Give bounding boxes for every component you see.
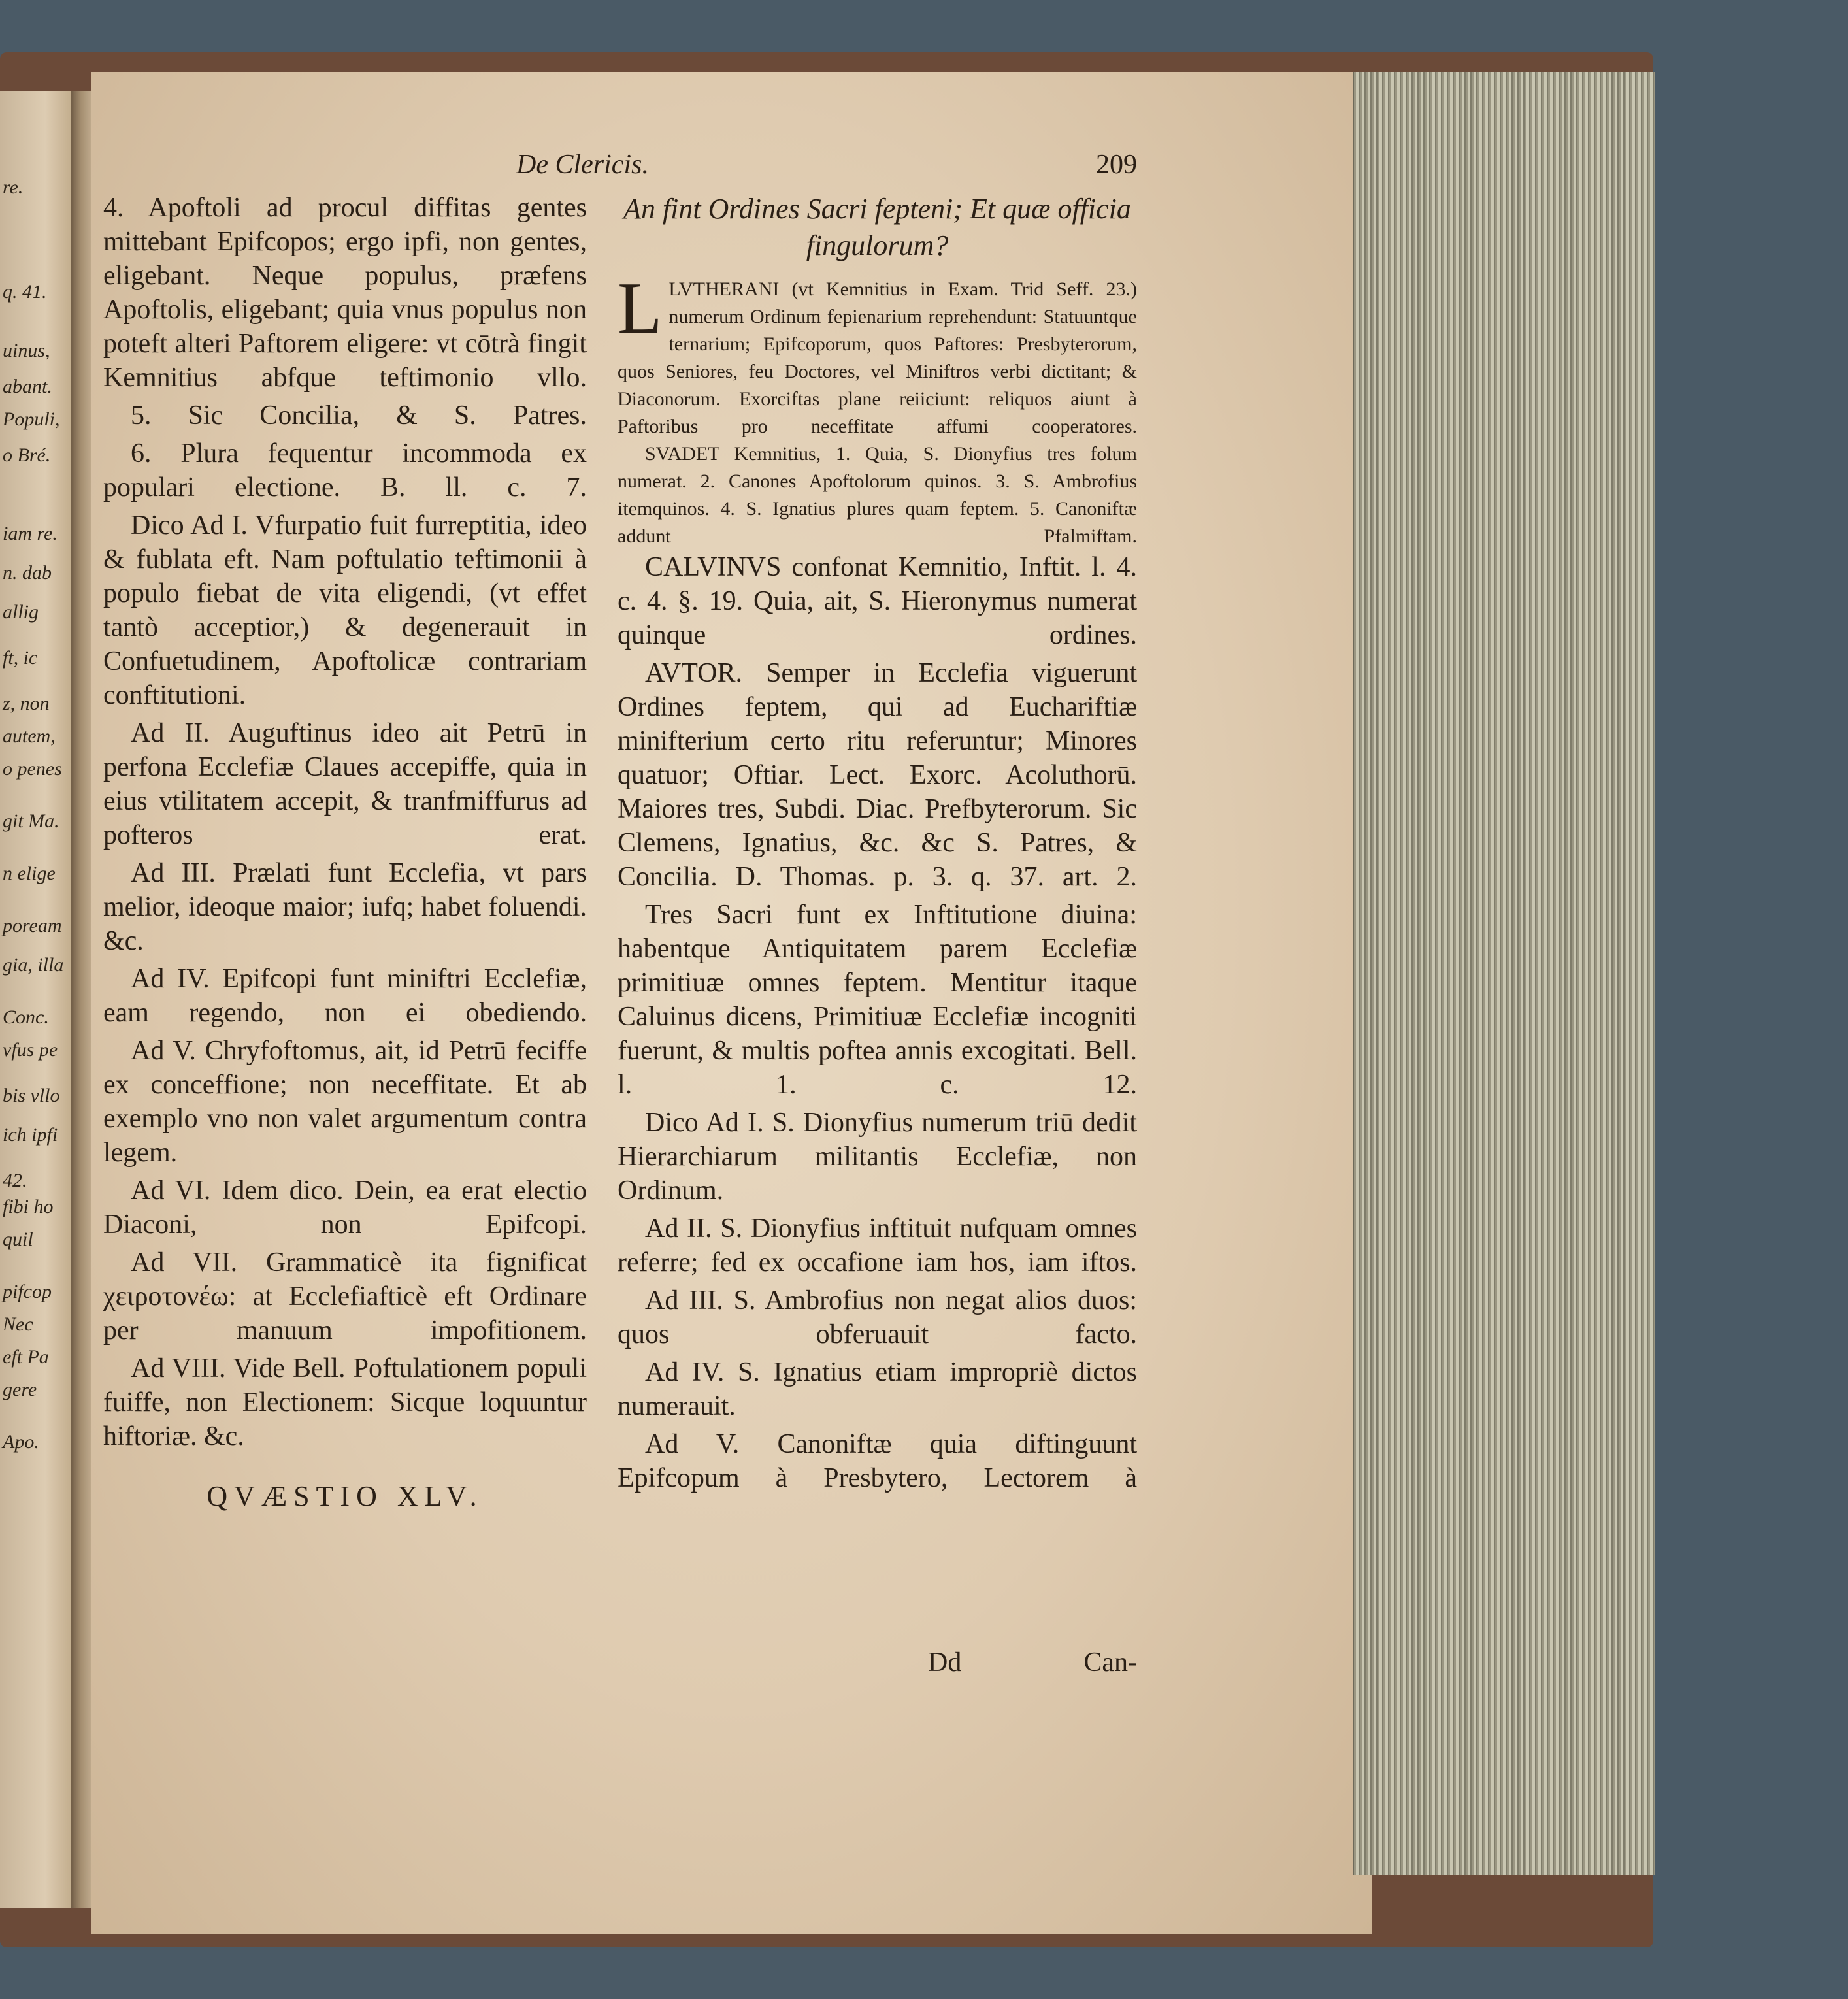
catchword: Can- — [1083, 1647, 1137, 1677]
left-column — [103, 191, 587, 1513]
margin-fragment: o penes — [3, 758, 62, 780]
margin-fragment: Apo. — [3, 1431, 39, 1453]
margin-fragment: Populi, — [3, 408, 60, 430]
paragraph: CALVINVS confonat Kemnitio, Inftit. l. 4. c. 4. §. 19. Quia, ait, S. Hieronymus numerat quinque ordines. — [618, 552, 1137, 650]
margin-fragment: o Bré. — [3, 444, 51, 466]
margin-fragment: 42. — [3, 1170, 27, 1191]
margin-fragment: Nec — [3, 1313, 33, 1335]
margin-fragment: pifcop — [3, 1281, 52, 1302]
margin-fragment: re. — [3, 176, 24, 198]
paragraph: Ad VI. Idem dico. Dein, ea erat electio Diaconi, non Epifcopi. — [103, 1176, 587, 1240]
paragraph: Ad III. S. Ambrofius non negat alios duos: quos obferuauit facto. — [618, 1285, 1137, 1349]
margin-fragment: q. 41. — [3, 281, 47, 303]
margin-fragment: poream — [3, 915, 62, 936]
paragraph: 5. Sic Concilia, & S. Patres. — [131, 401, 587, 431]
paragraph: SVADET Kemnitius, 1. Quia, S. Dionyfius tres folum numerat. 2. Canones Apoftolorum quinos. 3. S. Ambrofius itemquinos. 4. S. Ignatius plures quam feptem. 5. Canoniftæ addunt Pfalmiftam. — [618, 443, 1137, 547]
margin-fragment: Conc. — [3, 1006, 49, 1028]
margin-fragment: iam re. — [3, 523, 58, 544]
margin-fragment: n. dab — [3, 562, 52, 584]
paragraph: Ad VIII. Vide Bell. Poftulationem populi fuiffe, non Electionem: Sicque loquuntur hiftoriæ. &c. — [103, 1353, 587, 1451]
drop-cap: L — [618, 268, 663, 349]
margin-fragment: quil — [3, 1229, 33, 1250]
margin-fragment: abant. — [3, 376, 52, 397]
paragraph: Ad IV. Epifcopi funt miniftri Ecclefiæ, eam regendo, non ei obediendo. — [103, 964, 587, 1028]
left-page-edge — [0, 91, 75, 1908]
paragraph: 6. Plura fequentur incommoda ex populari electione. B. ll. c. 7. — [103, 438, 587, 503]
right-column — [618, 191, 1137, 1499]
margin-fragment: z, non — [3, 693, 50, 714]
margin-fragment: gere — [3, 1379, 37, 1400]
margin-fragment: fibi ho — [3, 1196, 54, 1217]
paragraph: Ad II. S. Dionyfius inftituit nufquam omnes referre; fed ex occafione iam hos, iam iftos. — [618, 1214, 1137, 1278]
paragraph: Ad V. Canoniftæ quia diftinguunt Epifcopum à Presbytero, Lectorem à — [618, 1429, 1137, 1493]
paragraph — [618, 268, 1137, 440]
paragraph: 4. Apoftoli ad procul diffitas gentes mittebant Epifcopos; ergo ipfi, non gentes, eligebant. Neque populus, præfens Apoftolis, eligebant; quia vnus populus non poteft alteri Paftorem eligere: vt cōtrà fingit Kemnitius abfque teftimonio vllo. — [103, 193, 587, 393]
margin-fragment: autem, — [3, 725, 56, 747]
paragraph: Ad VII. Grammaticè ita fignificat χειροτονέω: at Ecclefiafticè eft Ordinare per manuum impofitionem. — [103, 1247, 587, 1346]
page-edges — [1353, 72, 1655, 1875]
margin-fragment: ft, ic — [3, 647, 38, 669]
margin-fragment: gia, illa — [3, 954, 64, 976]
paragraph: Dico Ad I. S. Dionyfius numerum triū dedit Hierarchiarum militantis Ecclefiæ, non Ordinum. — [618, 1108, 1137, 1206]
running-header — [105, 149, 1137, 188]
paragraph: Ad V. Chryfoftomus, ait, id Petrū feciffe ex conceffione; non neceffitate. Et ab exemplo vno non valet argumentum contra legem. — [103, 1036, 587, 1168]
margin-fragment: bis vllo — [3, 1085, 60, 1106]
margin-fragment: n elige — [3, 863, 56, 884]
paragraph: Ad III. Prælati funt Ecclefia, vt pars melior, ideoque maior; iufq; habet foluendi. &c. — [103, 858, 587, 956]
running-title: De Clericis. — [516, 150, 649, 180]
margin-fragment: git Ma. — [3, 810, 59, 832]
margin-fragment: uinus, — [3, 340, 50, 361]
paragraph: Ad II. Auguftinus ideo ait Petrū in perfona Ecclefiæ Claues accepiffe, quia in eius vtilitatem accepit, & tranfmiffurus ad pofteros erat. — [103, 718, 587, 850]
paragraph-text: LVTHERANI (vt Kemnitius in Exam. Trid Seff. 23.) numerum Ordinum fepienarium reprehendunt: Statuuntque ternarium; Epifcoporum, quos Paftores: Presbyterorum, quos Seniores, feu Doctores, vel Miniftros verbi dictitant; & Diaconorum. Exorciftas plane reiiciunt: reliquos aiunt à Paftoribus pro neceffitate affumi cooperatores. — [618, 278, 1137, 437]
paragraph: Tres Sacri funt ex Inftitutione diuina: habentque Antiquitatem parem Ecclefiæ primitiuæ omnes feptem. Mentitur itaque Caluinus dicens, Primitiuæ Ecclefiæ incogniti fuerunt, & multis poftea annis excogitati. Bell. l. 1. c. 12. — [618, 900, 1137, 1100]
small-text-block — [618, 268, 1137, 550]
margin-fragment: vfus pe — [3, 1039, 58, 1061]
margin-fragment: allig — [3, 601, 39, 623]
question-heading: QVÆSTIO XLV. — [206, 1480, 484, 1512]
section-heading: An fint Ordines Sacri fepteni; Et quæ officia fingulorum? — [623, 193, 1131, 261]
signature-mark: Dd — [928, 1647, 962, 1677]
paragraph: Dico Ad I. Vfurpatio fuit furreptitia, ideo & fublata eft. Nam poftulatio teftimonii à populo fiebat de vita eligendi, (vt effet tantò acceptior,) & degenerauit in Confuetudinem, Apoftolicæ contrariam conftitutioni. — [103, 510, 587, 710]
paragraph: AVTOR. Semper in Ecclefia viguerunt Ordines feptem, qui ad Euchariftiæ minifterium certo ritu referuntur; Minores quatuor; Oftiar. Lect. Exorc. Acoluthorū. Maiores tres, Subdi. Diac. Prefbyterorum. Sic Clemens, Ignatius, &c. &c S. Patres, & Concilia. D. Thomas. p. 3. q. 37. art. 2. — [618, 658, 1137, 892]
margin-fragment: eft Pa — [3, 1346, 49, 1368]
margin-fragment: ich ipfi — [3, 1124, 58, 1146]
paragraph: Ad IV. S. Ignatius etiam impropriè dictos numerauit. — [618, 1357, 1137, 1421]
page-number: 209 — [1096, 150, 1137, 180]
